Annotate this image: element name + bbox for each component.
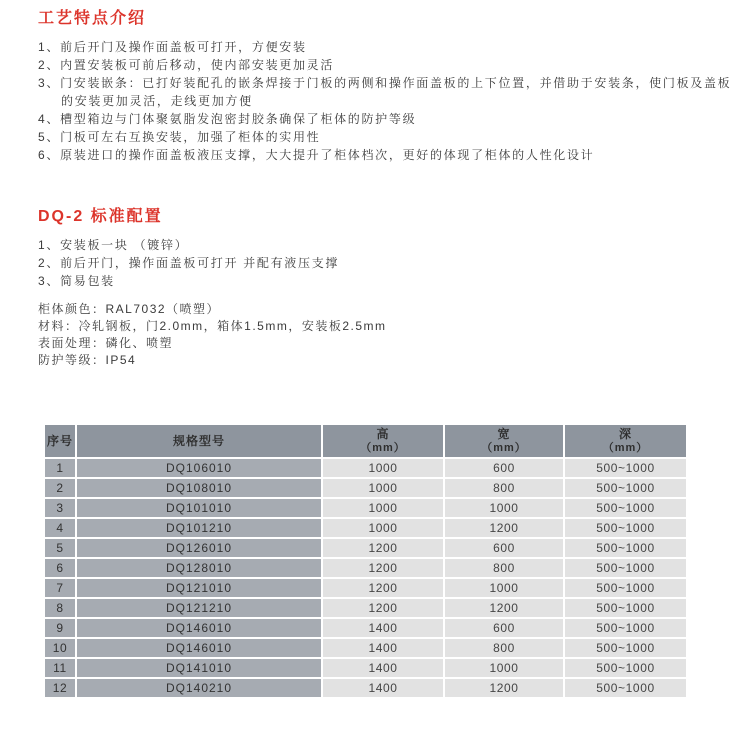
- feature-item: 1、前后开门及操作面盖板可打开，方便安装: [38, 40, 307, 54]
- model-cell: DQ140210: [77, 679, 321, 697]
- model-cell: DQ128010: [77, 559, 321, 577]
- table-row: [45, 599, 686, 617]
- table-row: [45, 659, 686, 677]
- height-cell: 1200: [323, 579, 443, 597]
- row-no-cell: 4: [45, 519, 75, 537]
- spec-line-material: 材料：冷轧钢板，门2.0mm，箱体1.5mm，安装板2.5mm: [38, 319, 387, 333]
- table-row: [45, 679, 686, 697]
- width-cell: 600: [445, 619, 563, 637]
- model-cell: DQ141010: [77, 659, 321, 677]
- height-cell: 1000: [323, 459, 443, 477]
- table-row: [45, 519, 686, 537]
- model-cell: DQ101010: [77, 499, 321, 517]
- model-cell: DQ121010: [77, 579, 321, 597]
- row-no-cell: 11: [45, 659, 75, 677]
- row-no-cell: 3: [45, 499, 75, 517]
- depth-cell: 500~1000: [565, 679, 686, 697]
- feature-item: 4、槽型箱边与门体聚氨脂发泡密封胶条确保了柜体的防护等级: [38, 112, 417, 126]
- table-row: [45, 559, 686, 577]
- config-item: 2、前后开门，操作面盖板可打开 并配有液压支撑: [38, 256, 340, 270]
- model-cell: DQ126010: [77, 539, 321, 557]
- width-cell: 1200: [445, 519, 563, 537]
- height-cell: 1000: [323, 499, 443, 517]
- height-cell: 1400: [323, 659, 443, 677]
- row-no-cell: 12: [45, 679, 75, 697]
- cabinet-spec-lines: [38, 301, 732, 369]
- depth-cell: 500~1000: [565, 599, 686, 617]
- catalog-page: [38, 9, 732, 699]
- spec-line-surface: 表面处理：磷化、喷塑: [38, 336, 174, 350]
- header-width: 宽 （mm）: [445, 425, 563, 457]
- config-item: 3、简易包装: [38, 274, 115, 288]
- depth-cell: 500~1000: [565, 519, 686, 537]
- height-cell: 1400: [323, 619, 443, 637]
- config-item: 1、安装板一块 （镀锌）: [38, 238, 189, 252]
- height-cell: 1000: [323, 479, 443, 497]
- width-cell: 1000: [445, 579, 563, 597]
- depth-cell: 500~1000: [565, 499, 686, 517]
- row-no-cell: 10: [45, 639, 75, 657]
- row-no-cell: 2: [45, 479, 75, 497]
- depth-cell: 500~1000: [565, 559, 686, 577]
- feature-item: 6、原装进口的操作面盖板液压支撑，大大提升了柜体档次，更好的体现了柜体的人性化设计: [38, 148, 595, 162]
- height-cell: 1000: [323, 519, 443, 537]
- header-row: [45, 425, 686, 457]
- table-row: [45, 479, 686, 497]
- width-cell: 600: [445, 539, 563, 557]
- width-cell: 1200: [445, 599, 563, 617]
- height-cell: 1200: [323, 599, 443, 617]
- height-cell: 1400: [323, 679, 443, 697]
- table-row: [45, 579, 686, 597]
- header-height: 高 （mm）: [323, 425, 443, 457]
- depth-cell: 500~1000: [565, 639, 686, 657]
- feature-item: 3、门安装嵌条：已打好装配孔的嵌条焊接于门板的两侧和操作面盖板的上下位置，并借助于安装条，使门板及盖板的安装更加灵活，走线更加方便: [38, 76, 732, 108]
- features-section-title: 工艺特点介绍: [38, 10, 147, 27]
- width-cell: 800: [445, 559, 563, 577]
- standard-config-list: [38, 236, 732, 290]
- row-no-cell: 7: [45, 579, 75, 597]
- header-depth: 深 （mm）: [565, 425, 686, 457]
- dimension-table-header: [45, 425, 686, 457]
- model-cell: DQ101210: [77, 519, 321, 537]
- table-row: [45, 499, 686, 517]
- depth-cell: 500~1000: [565, 659, 686, 677]
- table-row: [45, 619, 686, 637]
- table-row: [45, 539, 686, 557]
- table-row: [45, 639, 686, 657]
- row-no-cell: 6: [45, 559, 75, 577]
- feature-item: 5、门板可左右互换安装，加强了柜体的实用性: [38, 130, 321, 144]
- row-no-cell: 1: [45, 459, 75, 477]
- spec-line-ip-rating: 防护等级：IP54: [38, 353, 137, 367]
- dimension-table-body: [45, 459, 686, 697]
- depth-cell: 500~1000: [565, 579, 686, 597]
- row-no-cell: 8: [45, 599, 75, 617]
- section-gap: [38, 164, 732, 207]
- table-row: [45, 459, 686, 477]
- row-no-cell: 5: [45, 539, 75, 557]
- standard-config-section-title: DQ-2 标准配置: [38, 208, 163, 225]
- header-model: 规格型号: [77, 425, 321, 457]
- header-no: 序号: [45, 425, 75, 457]
- dimension-table: [43, 423, 688, 699]
- model-cell: DQ106010: [77, 459, 321, 477]
- depth-cell: 500~1000: [565, 539, 686, 557]
- width-cell: 1200: [445, 679, 563, 697]
- features-list: [38, 38, 732, 164]
- feature-item: 2、内置安装板可前后移动，使内部安装更加灵活: [38, 58, 335, 72]
- model-cell: DQ146010: [77, 619, 321, 637]
- width-cell: 800: [445, 639, 563, 657]
- depth-cell: 500~1000: [565, 479, 686, 497]
- row-no-cell: 9: [45, 619, 75, 637]
- model-cell: DQ146010: [77, 639, 321, 657]
- model-cell: DQ121210: [77, 599, 321, 617]
- depth-cell: 500~1000: [565, 459, 686, 477]
- width-cell: 1000: [445, 659, 563, 677]
- height-cell: 1200: [323, 559, 443, 577]
- spec-line-color: 柜体颜色：RAL7032（喷塑）: [38, 302, 221, 316]
- height-cell: 1200: [323, 539, 443, 557]
- depth-cell: 500~1000: [565, 619, 686, 637]
- model-cell: DQ108010: [77, 479, 321, 497]
- height-cell: 1400: [323, 639, 443, 657]
- width-cell: 1000: [445, 499, 563, 517]
- width-cell: 600: [445, 459, 563, 477]
- width-cell: 800: [445, 479, 563, 497]
